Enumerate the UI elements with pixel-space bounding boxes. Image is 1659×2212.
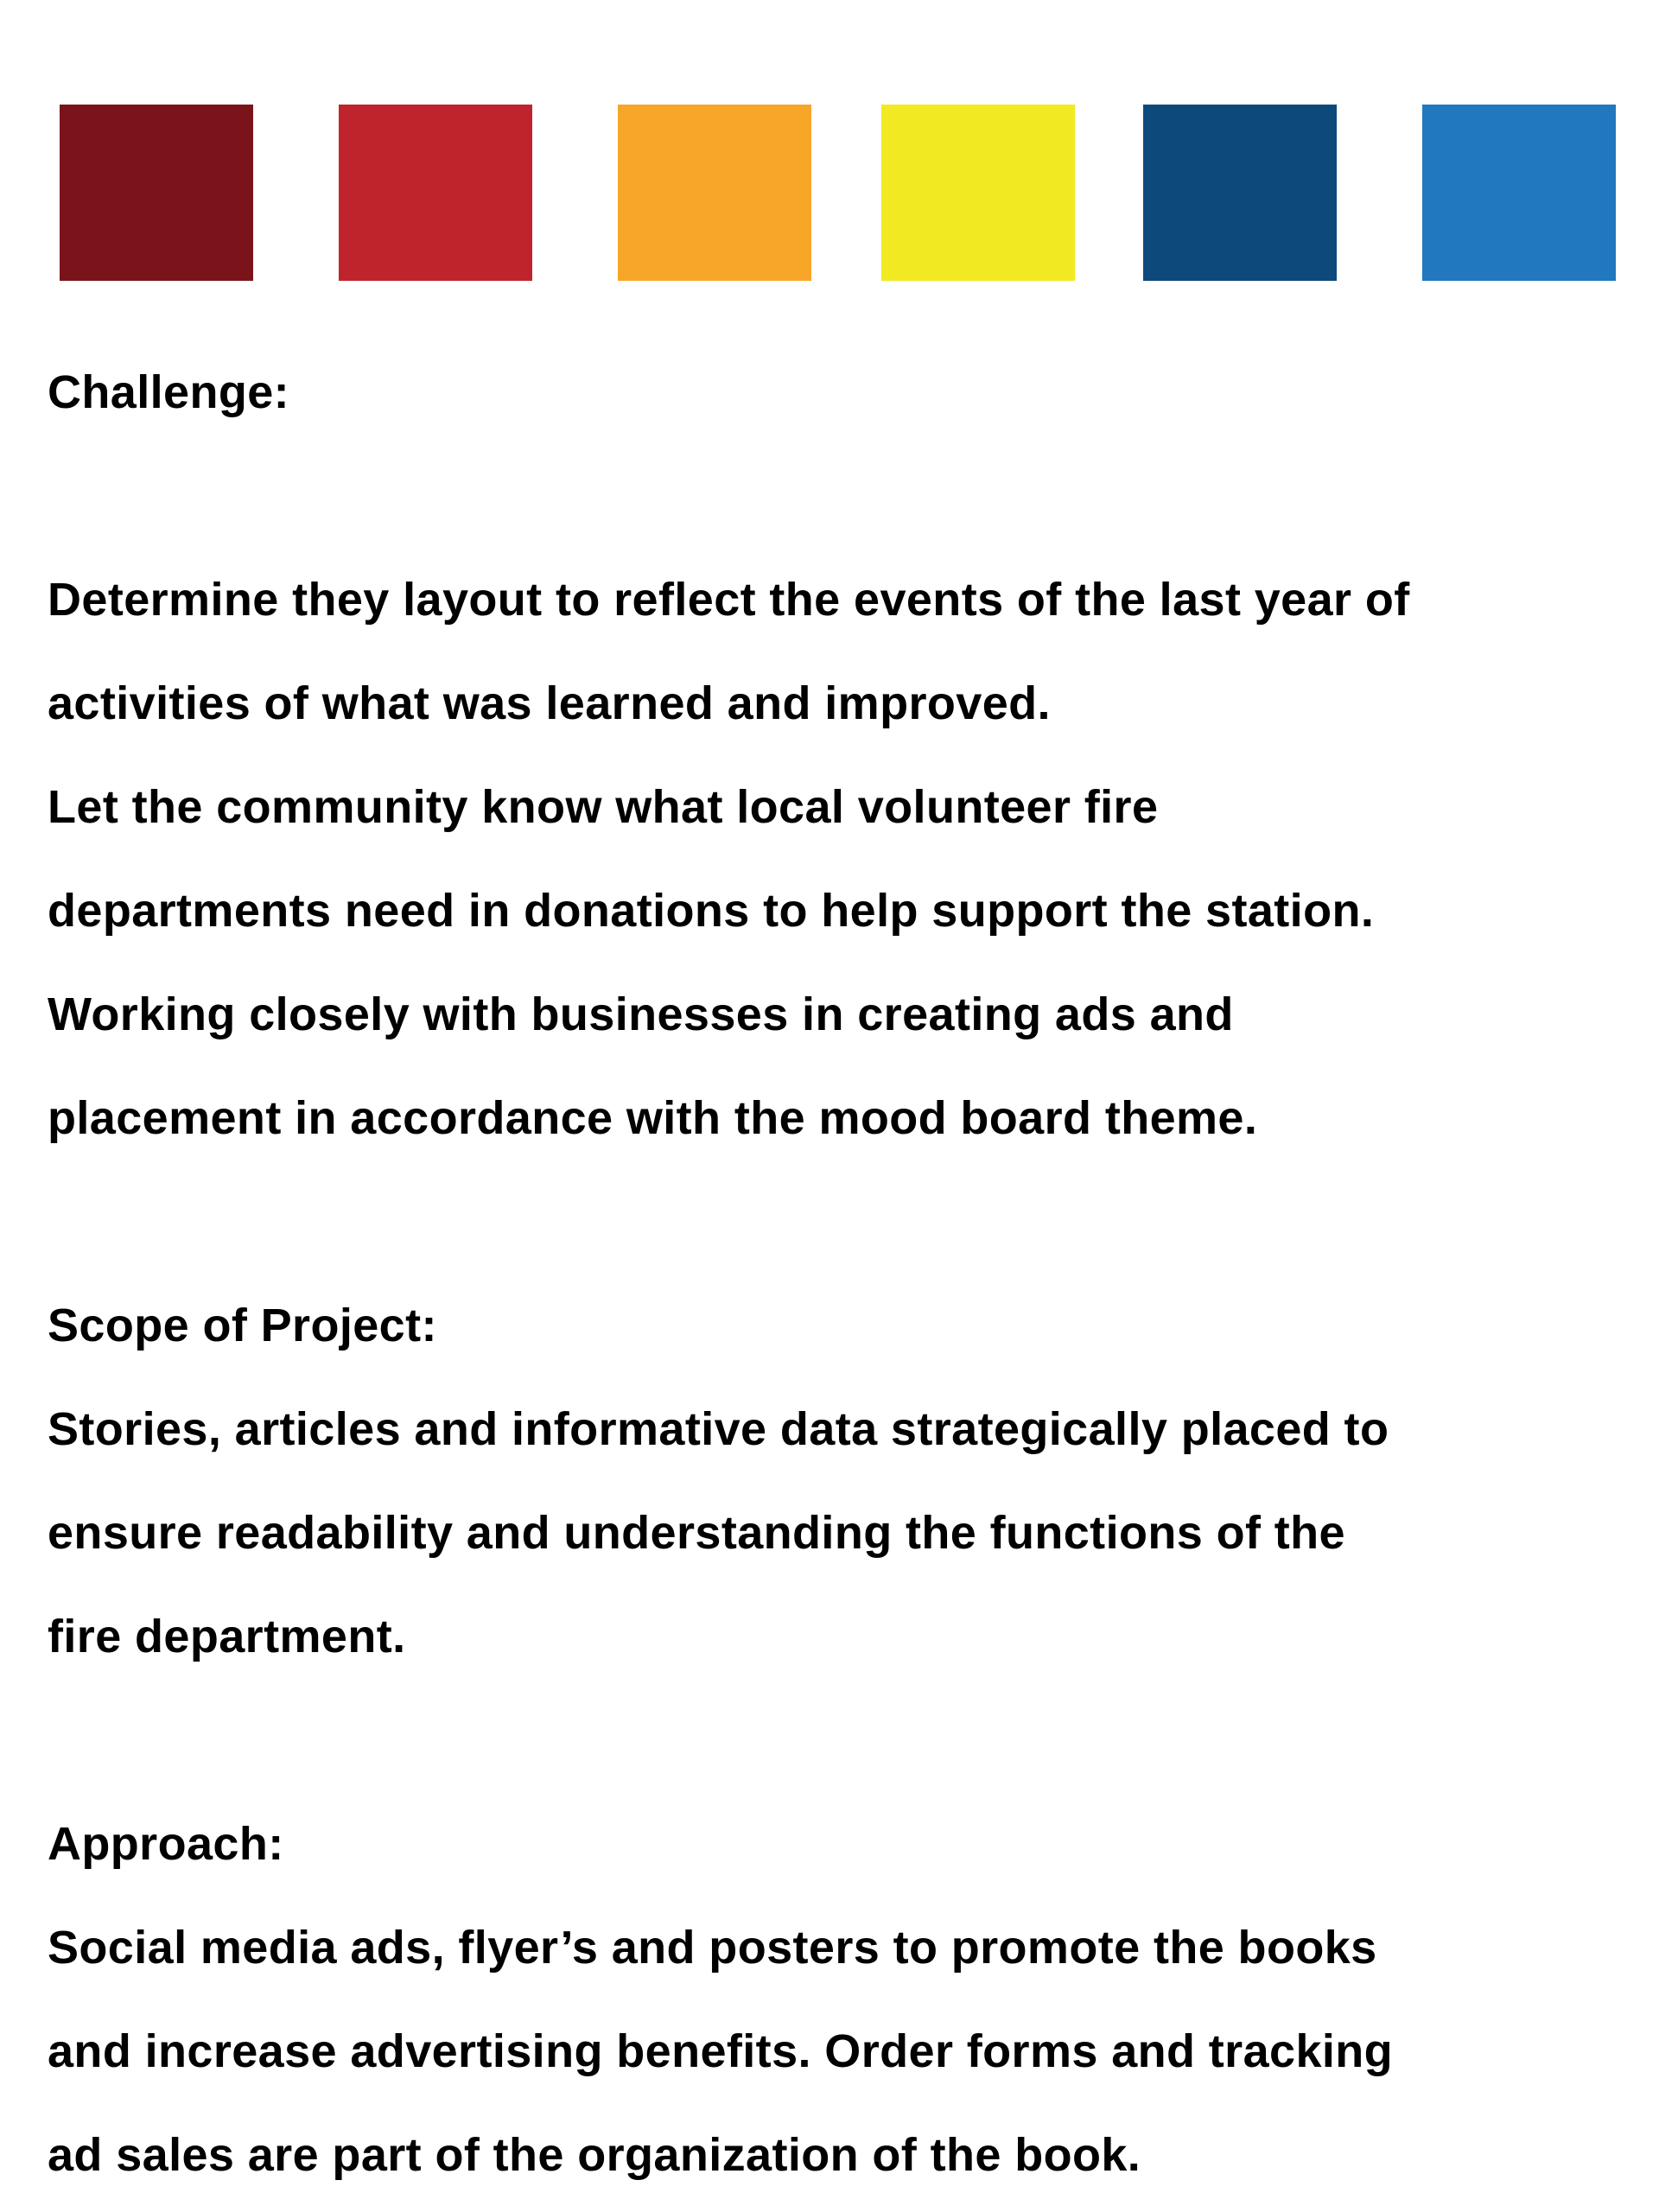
approach-line: and increase advertising benefits. Order forms and tracking	[48, 2025, 1394, 2077]
challenge-line: placement in accordance with the mood board theme.	[48, 1092, 1258, 1144]
challenge-line: departments need in donations to help support the station.	[48, 885, 1375, 937]
challenge-line: Determine they layout to reflect the events of the last year of	[48, 574, 1410, 626]
swatch-dark-red	[60, 105, 253, 281]
swatch-yellow	[881, 105, 1075, 281]
challenge-heading: Challenge:	[48, 366, 290, 418]
scope-line: ensure readability and understanding the functions of the	[48, 1507, 1345, 1559]
scope-line: Stories, articles and informative data strategically placed to	[48, 1403, 1389, 1455]
swatch-orange	[618, 105, 811, 281]
swatch-navy-blue	[1143, 105, 1337, 281]
challenge-line: Working closely with businesses in creating ads and	[48, 988, 1234, 1040]
scope-line: fire department.	[48, 1611, 406, 1662]
approach-line: ad sales are part of the organization of the book.	[48, 2129, 1141, 2181]
swatch-red	[339, 105, 532, 281]
challenge-line: activities of what was learned and improved.	[48, 677, 1051, 729]
scope-heading: Scope of Project:	[48, 1300, 437, 1351]
approach-line: Social media ads, flyer’s and posters to promote the books	[48, 1922, 1377, 1974]
swatch-sky-blue	[1422, 105, 1616, 281]
challenge-line: Let the community know what local volunteer fire	[48, 781, 1159, 833]
color-palette	[0, 105, 1659, 281]
approach-heading: Approach:	[48, 1818, 284, 1870]
